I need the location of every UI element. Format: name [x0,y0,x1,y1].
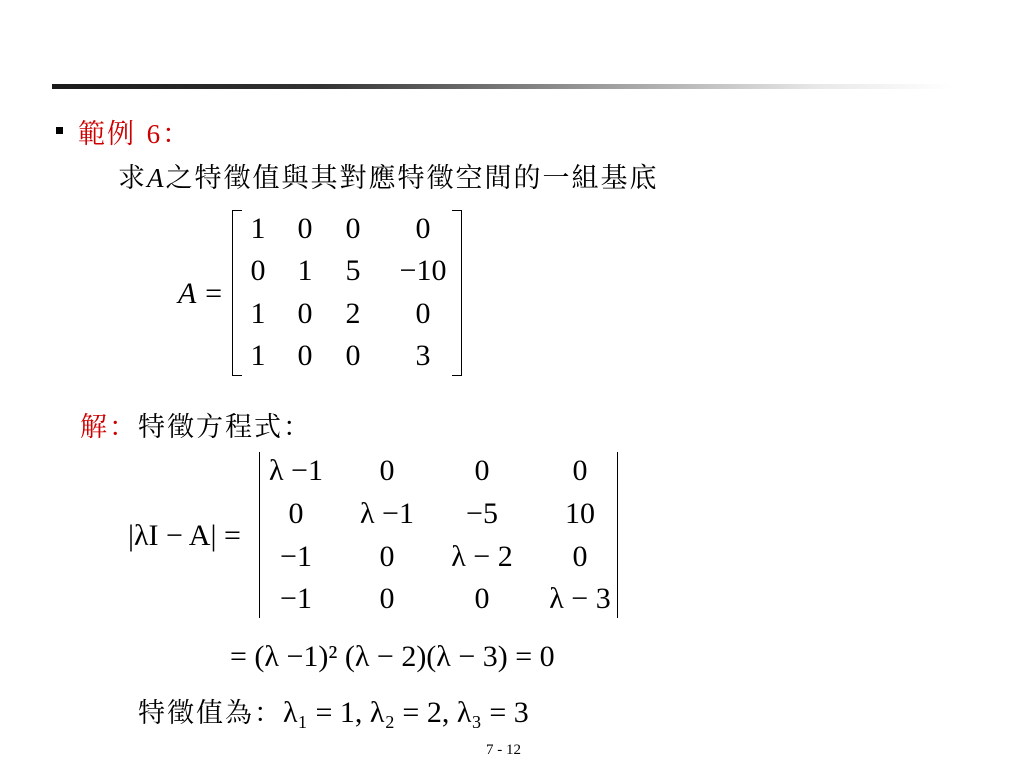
determinant-lhs-text: |λI − A| = [128,519,241,552]
characteristic-polynomial-text: = (λ −1)² (λ − 2)(λ − 3) = 0 [230,640,555,673]
matrix-cell: 5 [345,254,361,287]
determinant-cell: 0 [379,582,395,615]
matrix-cell: −10 [399,254,447,287]
determinant-cell: 0 [474,582,490,615]
determinant-left-bar [259,452,260,618]
matrix-cell: 0 [297,339,313,372]
bullet-icon [56,127,63,134]
example-heading-colon: ： [162,119,192,150]
matrix-left-bracket [232,210,242,376]
solution-label: 解： [80,412,138,443]
determinant-cell: −5 [466,497,498,530]
determinant-cell: 0 [572,540,588,573]
example-heading-number: 6 [146,119,163,149]
page-number: 7 - 12 [486,742,521,758]
header-rule [52,84,952,89]
question-pre: 求 [118,163,147,194]
matrix-lhs-text: A = [178,277,224,310]
solution-line [80,405,312,444]
determinant-cell: 0 [379,540,395,573]
determinant-cell: 0 [379,454,395,487]
question-post: 之特徵值與其對應特徵空間的一組基底 [165,163,659,194]
determinant-cell: 0 [288,497,304,530]
matrix-cell: 0 [415,212,431,245]
question-var: A [147,163,166,193]
matrix-cell: 1 [250,297,266,330]
matrix-cell: 0 [297,297,313,330]
determinant-cell: λ − 3 [549,582,611,615]
determinant-cell: −1 [280,582,312,615]
eigenvalues-label: 特徵值為： [138,698,283,729]
matrix-lhs [178,277,224,311]
matrix-cell: 0 [345,339,361,372]
matrix-right-bracket [452,210,462,376]
matrix-cell: 0 [345,212,361,245]
matrix-cell: 0 [250,254,266,287]
determinant-cell: 10 [565,497,595,530]
matrix-cell: 1 [250,212,266,245]
matrix-cell: 0 [415,297,431,330]
determinant-cell: 0 [572,454,588,487]
determinant-cell: λ −1 [360,497,414,530]
example-heading [78,112,191,151]
matrix-cell: 2 [345,297,361,330]
determinant-cell: −1 [280,540,312,573]
solution-text: 特徵方程式： [138,412,312,443]
determinant-cell: 0 [474,454,490,487]
eigenvalues-line [138,691,529,730]
question-text [118,156,659,195]
eigenvalues-values: λ₁ = 1, λ₂ = 2, λ₃ = 3 [283,696,529,729]
determinant-right-bar [617,452,618,618]
matrix-cell: 1 [297,254,313,287]
determinant-cell: λ −1 [269,454,323,487]
determinant-cell: λ − 2 [451,540,513,573]
matrix-cell: 1 [250,339,266,372]
matrix-cell: 0 [297,212,313,245]
determinant-lhs [128,519,241,553]
matrix-cell: 3 [415,339,431,372]
characteristic-polynomial [230,640,555,674]
example-heading-label: 範例 [78,119,136,150]
